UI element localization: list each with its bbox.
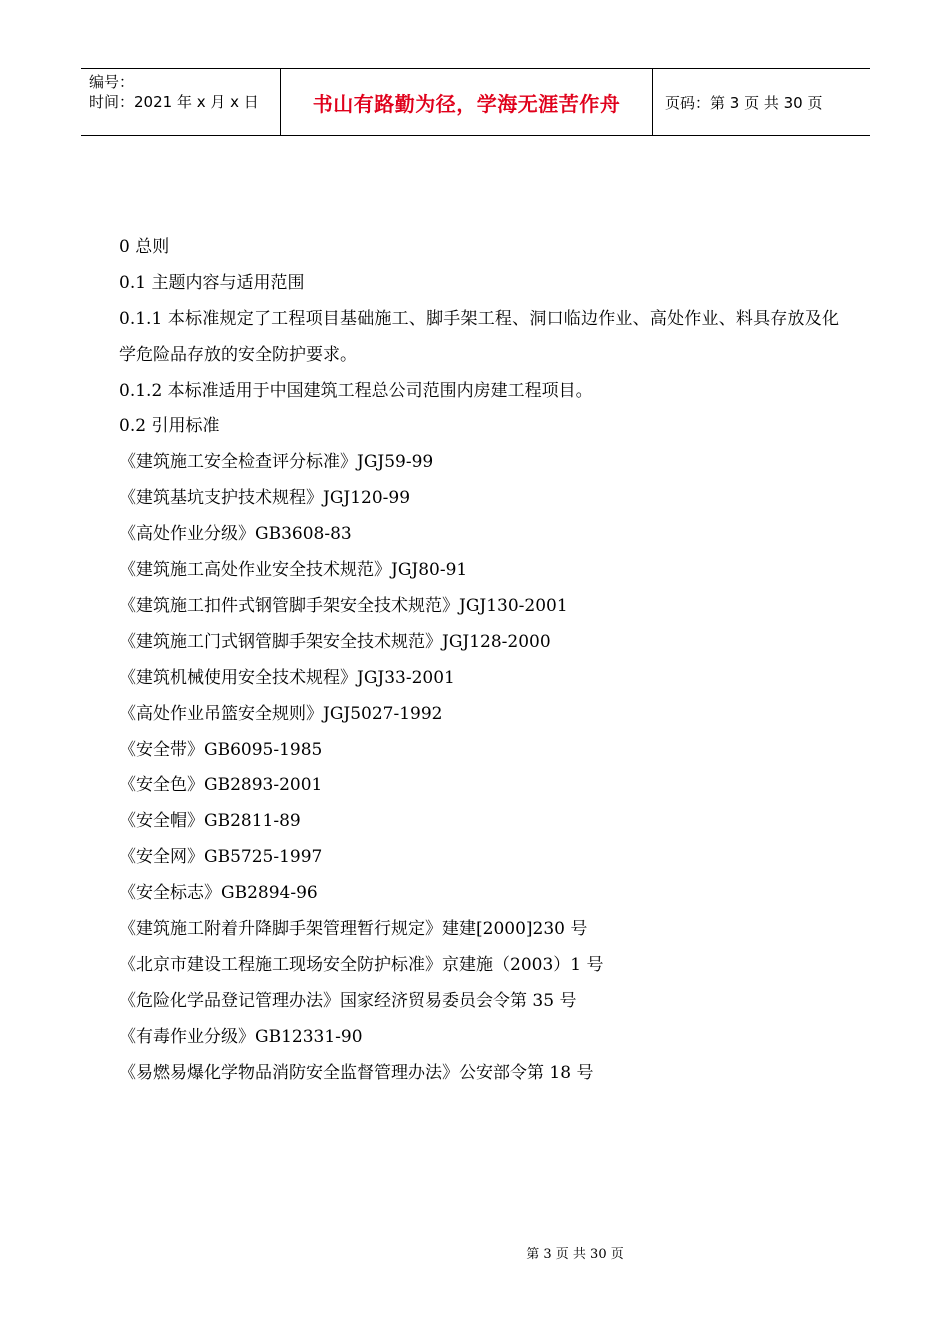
reference-item: 《建筑施工附着升降脚手架管理暂行规定》建建[2000]230 号 (119, 918, 588, 939)
reference-item: 《建筑施工门式钢管脚手架安全技术规范》JGJ128-2000 (119, 631, 551, 652)
reference-item: 《安全带》GB6095-1985 (119, 739, 323, 760)
section-heading-0-2: 0.2 引用标准 (119, 416, 220, 437)
footer-page-number: 第 3 页 共 30 页 (526, 1247, 624, 1262)
reference-item: 《高处作业吊篮安全规则》JGJ5027-1992 (119, 703, 443, 724)
reference-item: 《建筑机械使用安全技术规程》JGJ33-2001 (119, 667, 455, 688)
reference-item: 《安全帽》GB2811-89 (119, 811, 301, 832)
code-label: 编号： (89, 73, 135, 91)
header-meta (81, 69, 281, 135)
reference-item: 《易燃易爆化学物品消防安全监督管理办法》公安部令第 18 号 (119, 1062, 594, 1083)
reference-item: 《建筑施工安全检查评分标准》JGJ59-99 (119, 452, 434, 473)
document-body (119, 230, 839, 1091)
reference-item: 《安全网》GB5725-1997 (119, 847, 323, 868)
reference-item: 《危险化学品登记管理办法》国家经济贸易委员会令第 35 号 (119, 990, 577, 1011)
reference-item: 《安全色》GB2893-2001 (119, 775, 323, 796)
section-heading-0: 0 总则 (119, 237, 170, 257)
reference-item: 《建筑施工扣件式钢管脚手架安全技术规范》JGJ130-2001 (119, 595, 568, 616)
header-page-info: 页码：第 3 页 共 30 页 (665, 93, 823, 112)
reference-item: 《北京市建设工程施工现场安全防护标准》京建施（2003）1 号 (119, 954, 604, 975)
paragraph-0-1-1: 0.1.1 本标准规定了工程项目基础施工、脚手架工程、洞口临边作业、高处作业、料具存放及化学危险品存放的安全防护要求。 (119, 308, 839, 365)
page-header (81, 68, 870, 136)
reference-item: 《安全标志》GB2894-96 (119, 883, 318, 904)
reference-item: 《高处作业分级》GB3608-83 (119, 524, 352, 545)
header-motto: 书山有路勤为径，学海无涯苦作舟 (281, 69, 653, 135)
paragraph-0-1-2: 0.1.2 本标准适用于中国建筑工程总公司范围内房建工程项目。 (119, 380, 593, 401)
page-footer (0, 1243, 950, 1262)
reference-item: 《建筑施工高处作业安全技术规范》JGJ80-91 (119, 560, 468, 581)
reference-item: 《建筑基坑支护技术规程》JGJ120-99 (119, 488, 411, 509)
reference-item: 《有毒作业分级》GB12331-90 (119, 1026, 363, 1047)
time-label: 时间：2021 年 x 月 x 日 (89, 93, 259, 111)
section-heading-0-1: 0.1 主题内容与适用范围 (119, 272, 305, 293)
reference-list (119, 445, 839, 1091)
